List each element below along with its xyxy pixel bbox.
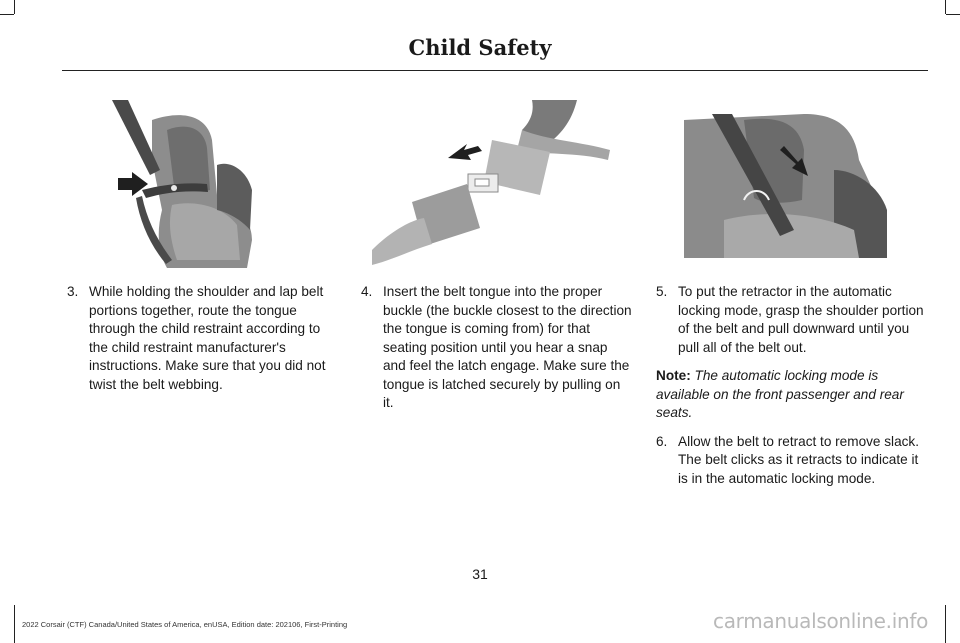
crop-mark [945, 0, 946, 14]
step-number: 5. [656, 284, 668, 299]
crop-mark [14, 0, 15, 14]
text-column-1 [67, 283, 332, 404]
step-number: 6. [656, 433, 668, 449]
step-text: To put the retractor in the automatic locking mode, grasp the shoulder portion of the belt and pull downward until you pull all of the belt out. [678, 284, 924, 355]
crop-mark [0, 14, 14, 15]
note-block [656, 367, 928, 423]
footer-edition-text: 2022 Corsair (CTF) Canada/United States of America, enUSA, Edition date: 202106, First-Printing [22, 620, 348, 629]
note-text: The automatic locking mode is available on the front passenger and rear seats. [656, 368, 904, 420]
watermark: carmanualsonline.info [713, 609, 929, 633]
header-rule [62, 70, 928, 71]
text-column-3 [656, 283, 928, 498]
page-title: Child Safety [408, 35, 552, 60]
instruction-step-5 [656, 283, 928, 357]
page-number: 31 [472, 566, 488, 582]
step-text: While holding the shoulder and lap belt portions together, route the tongue through the child restraint according to the child restraint manufacturer's instructions. Make sure that you did not twist the belt webbing. [89, 284, 326, 392]
retractor-shoulder-belt-icon [684, 100, 887, 258]
text-column-2 [361, 283, 632, 423]
instruction-step-3 [67, 283, 332, 394]
crop-mark [945, 605, 946, 643]
belt-tongue-buckle-icon [372, 100, 610, 265]
child-seat-belt-routing-icon [112, 100, 262, 272]
step-number: 3. [67, 284, 79, 299]
instruction-step-4 [361, 283, 632, 413]
step-text: Insert the belt tongue into the proper buckle (the buckle closest to the direction the tongue is coming from) for that seating position until you hear a snap and feel the latch engage. Make sure the tongue is latched securely by pulling on it. [383, 284, 632, 410]
crop-mark [946, 14, 960, 15]
instruction-step-6 [656, 433, 928, 489]
crop-mark [14, 605, 15, 643]
step-number: 4. [361, 284, 373, 299]
note-label: Note: [656, 368, 691, 383]
step-text: Allow the belt to retract to remove slack. The belt clicks as it retracts to indicate it is in the automatic locking mode. [678, 433, 920, 486]
